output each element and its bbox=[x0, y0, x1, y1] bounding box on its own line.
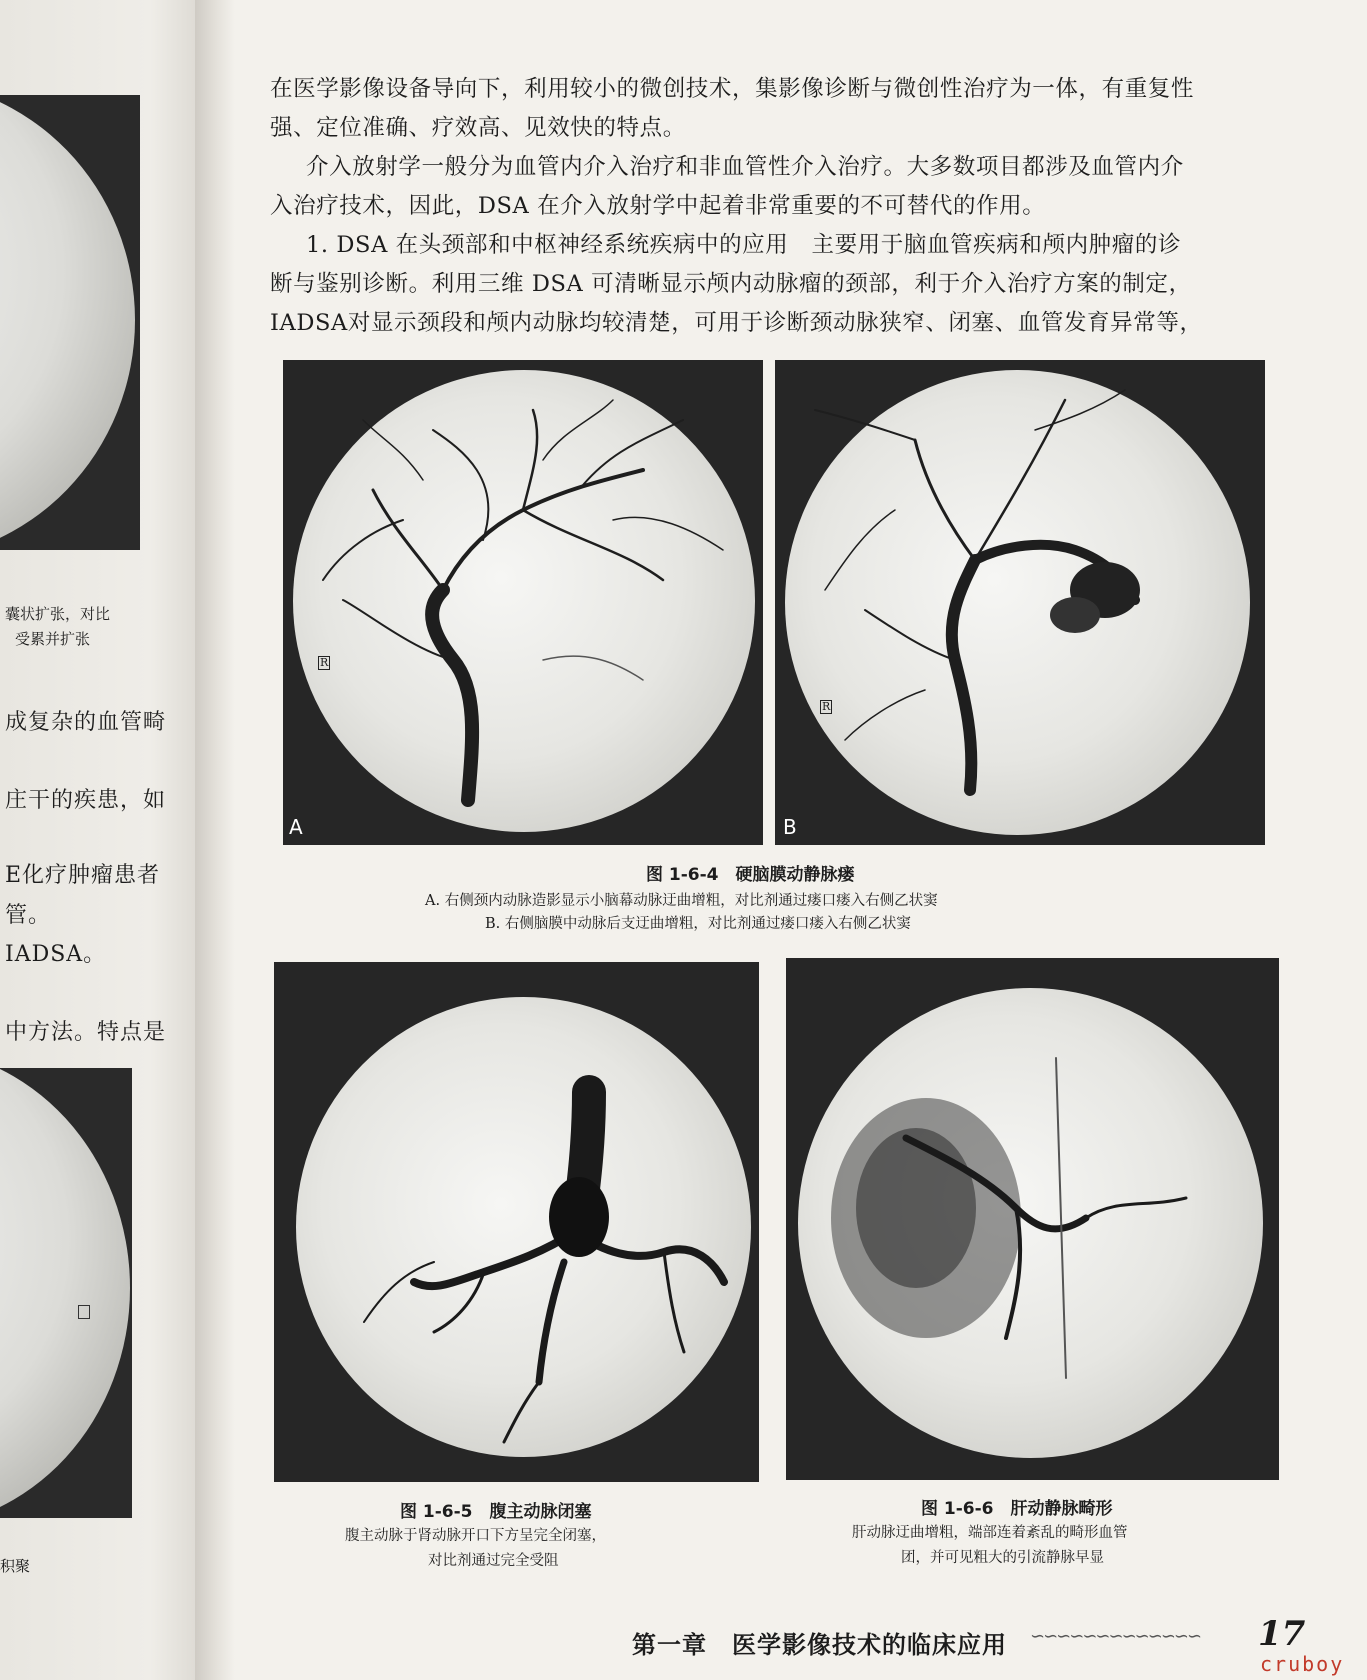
left-caption-line-1: 囊状扩张，对比 bbox=[5, 605, 111, 623]
left-text-line-4: 管。 bbox=[5, 903, 52, 928]
figure-1-6-6-image bbox=[786, 958, 1279, 1480]
paragraph-1 bbox=[270, 70, 1290, 148]
paragraph-3-line-1: 1. DSA 在头颈部和中枢神经系统疾病中的应用 主要用于脑血管疾病和颅内肿瘤的诊 bbox=[306, 232, 1182, 258]
r-marker-b: R bbox=[822, 700, 831, 713]
figure-1-6-4-panel-a bbox=[283, 360, 763, 845]
paragraph-3 bbox=[270, 226, 1290, 343]
footer-wave-ornament: ∽∽∽∽∽∽∽∽∽∽∽∽∽ bbox=[1030, 1626, 1201, 1647]
paragraph-1-line-1: 在医学影像设备导向下，利用较小的微创技术，集影像诊断与微创性治疗为一体，有重复性 bbox=[270, 76, 1195, 102]
page-gutter bbox=[195, 0, 235, 1680]
left-caption-line-2: 受累并扩张 bbox=[15, 630, 91, 648]
figure-1-6-5-title: 图 1-6-5 腹主动脉闭塞 bbox=[400, 1502, 592, 1522]
chapter-footer: 第一章 医学影像技术的临床应用 bbox=[632, 1631, 1007, 1659]
figure-1-6-5-image bbox=[274, 962, 759, 1482]
left-bottom-caption: 积聚 bbox=[0, 1557, 31, 1575]
vessel-drawing-b bbox=[775, 360, 1265, 845]
figure-1-6-6-caption-line-2: 团，并可见粗大的引流静脉早显 bbox=[901, 1550, 1104, 1566]
figure-1-6-4-caption-a: A. 右侧颈内动脉造影显示小脑幕动脉迂曲增粗，对比剂通过瘘口瘘入右侧乙状窦 bbox=[425, 893, 938, 909]
figure-1-6-6-title: 图 1-6-6 肝动静脉畸形 bbox=[921, 1499, 1113, 1519]
figure-1-6-5-caption-line-1: 腹主动脉于肾动脉开口下方呈完全闭塞， bbox=[345, 1528, 606, 1544]
paragraph-3-line-2: 断与鉴别诊断。利用三维 DSA 可清晰显示颅内动脉瘤的颈部，利于介入治疗方案的制定， bbox=[270, 271, 1192, 297]
left-page-figure-bottom bbox=[0, 1068, 132, 1518]
aorta-drawing bbox=[274, 962, 759, 1482]
left-text-line-1: 成复杂的血管畸 bbox=[5, 710, 167, 735]
left-text-line-6: 中方法。特点是 bbox=[5, 1020, 167, 1045]
figure-1-6-4-panel-b bbox=[775, 360, 1265, 845]
figure-1-6-4-title: 图 1-6-4 硬脑膜动静脉瘘 bbox=[646, 865, 855, 885]
left-text-line-3: E化疗肿瘤患者 bbox=[5, 863, 161, 888]
panel-label-a: A bbox=[289, 815, 303, 839]
paragraph-1-line-2: 强、定位准确、疗效高、见效快的特点。 bbox=[270, 115, 686, 141]
r-marker-a: R bbox=[320, 656, 329, 669]
left-page-figure-top bbox=[0, 95, 140, 550]
avm-drawing bbox=[786, 958, 1279, 1480]
previous-page-strip bbox=[0, 0, 215, 1680]
panel-label-b: B bbox=[783, 815, 797, 839]
page-number: 17 bbox=[1258, 1614, 1306, 1654]
left-text-line-2: 庄干的疾患，如 bbox=[5, 788, 167, 813]
left-figure-marker bbox=[78, 1305, 90, 1319]
paragraph-2-line-2: 入治疗技术，因此，DSA 在介入放射学中起着非常重要的不可替代的作用。 bbox=[270, 193, 1046, 219]
scan-watermark: cruboy bbox=[1260, 1652, 1345, 1676]
paragraph-2 bbox=[270, 148, 1290, 226]
paragraph-3-line-3: IADSA对显示颈段和颅内动脉均较清楚，可用于诊断颈动脉狭窄、闭塞、血管发育异常等， bbox=[270, 310, 1203, 336]
vessel-drawing-a bbox=[283, 360, 763, 845]
paragraph-2-line-1: 介入放射学一般分为血管内介入治疗和非血管性介入治疗。大多数项目都涉及血管内介 bbox=[306, 154, 1184, 180]
figure-1-6-6-caption-line-1: 肝动脉迂曲增粗，端部连着紊乱的畸形血管 bbox=[852, 1525, 1128, 1541]
figure-1-6-5-caption-line-2: 对比剂通过完全受阻 bbox=[428, 1553, 559, 1569]
figure-1-6-4-caption-b: B. 右侧脑膜中动脉后支迂曲增粗，对比剂通过瘘口瘘入右侧乙状窦 bbox=[485, 916, 911, 932]
left-text-line-5: IADSA。 bbox=[5, 942, 107, 967]
